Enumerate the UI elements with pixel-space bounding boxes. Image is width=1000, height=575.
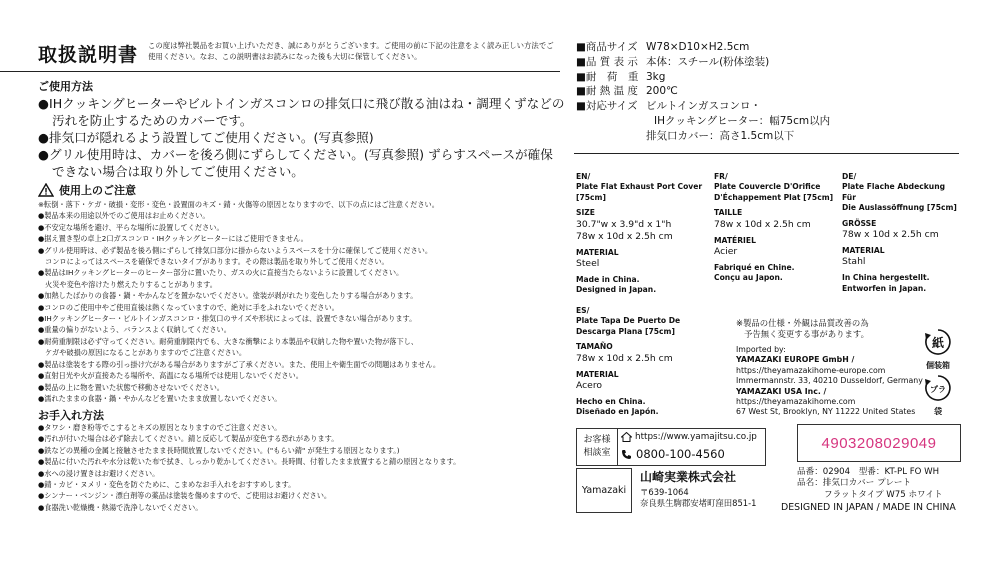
notice-line: 予告無く変更する事があります。 — [744, 329, 869, 339]
care-list — [38, 422, 460, 513]
brand-logo: Yamazaki — [581, 485, 627, 496]
usage-item — [38, 95, 564, 129]
care-line: ●タワシ・磨き粉等でこするとキズの原因となりますのでご注意ください。 — [38, 423, 282, 432]
plastic-recycle-mark — [918, 374, 958, 417]
spec-row — [576, 84, 830, 99]
caution-line: ●製品本来の用途以外でのご使用はお止めください。 — [38, 211, 210, 221]
importer-us-address: 67 West St, Brooklyn, NY 11222 United States — [736, 407, 916, 417]
usage-item-line: ●排気口が隠れるよう設置してご使用ください。(写真参照) — [38, 130, 374, 145]
product-name-line: D'Échappement Plat [75cm] — [714, 192, 834, 202]
plastic-mark-text: プラ — [930, 385, 946, 394]
contact-phone[interactable]: 0800-100-4560 — [636, 447, 725, 461]
caution-line: ●加熱したばかりの食器・鍋・やかんなどを置かないでください。塗装が剥がれたり変色したりする場合があります。 — [38, 291, 418, 301]
document-title: 取扱説明書 — [38, 44, 139, 66]
contact-label-line: 相談室 — [583, 448, 611, 458]
usage-item — [38, 129, 564, 146]
company-postal: 〒639-1064 — [640, 487, 689, 497]
spec-value: ビルトインガスコンロ・ — [646, 100, 761, 113]
spec-divider — [574, 153, 959, 154]
spec-key: ■品 質 表 示 — [576, 55, 638, 68]
caution-line: ●コンロのご使用中やご使用直後は熱くなっていますので、絶対に手をふれないでください。 — [38, 302, 339, 312]
product-name-line: Plate Tapa De Puerto De — [576, 316, 681, 326]
spec-value: 200℃ — [646, 85, 678, 98]
origin-line: Conçu au Japon. — [714, 273, 783, 283]
usage-item-line: 汚れを防止するためのカバーです。 — [52, 113, 253, 128]
size-label: TAILLE — [714, 208, 743, 218]
material-label: MATERIAL — [842, 246, 885, 256]
material-label: MATERIAL — [576, 369, 619, 379]
importer-eu-address: Immermannstr. 33, 40210 Dusseldorf, Germany — [736, 376, 923, 386]
plastic-recycle-icon — [924, 374, 952, 402]
product-name-line: Die Auslassöffnung [75cm] — [842, 203, 957, 213]
care-line: ●食器洗い乾燥機・熱湯で洗浄しないでください。 — [38, 502, 203, 512]
size-value: 78w x 10d x 2.5h cm — [576, 230, 673, 242]
care-line: ●製品に付いた汚れや水分は乾いた布で拭き、しっかり乾かしてください。長時間、付着したまま放置すると錆の原因となります。 — [38, 457, 461, 467]
product-name-line: Plate Flache Abdeckung Für — [842, 182, 946, 202]
plastic-recycle-label: 袋 — [934, 407, 942, 416]
paper-recycle-label: 個装箱 — [926, 361, 950, 370]
material-value: Stahl — [842, 256, 866, 268]
origin-line: Made in China. — [576, 275, 640, 285]
jan-code: 4903208029049 — [821, 434, 937, 452]
company-address: 奈良県生駒郡安堵町窪田851-1 — [640, 498, 757, 508]
importer-us-name: YAMAZAKI USA Inc. / — [736, 386, 827, 396]
company-name: 山崎実業株式会社 — [640, 470, 737, 484]
product-name-line: 品名：排気口カバー プレート — [797, 478, 912, 489]
spec-continuation: IHクッキングヒーター：幅75cm以内 — [654, 114, 831, 127]
brand-logo-box — [576, 468, 632, 513]
lang-code: ES/ — [576, 306, 590, 315]
contact-url[interactable]: https://www.yamajitsu.co.jp — [635, 432, 757, 442]
caution-line: 火災や変色や溶けたり燃えたりすることがあります。 — [45, 279, 217, 289]
product-name-line: Plate Flat Exhaust Port Cover — [576, 182, 703, 192]
spec-row — [576, 70, 830, 85]
product-code-line: 品番：02904 型番：KT-PL FO WH — [797, 467, 940, 477]
size-value: 30.7"w x 3.9"d x 1"h — [576, 218, 672, 230]
spec-value: 3kg — [646, 70, 666, 83]
usage-item-line: できない場合は取り外してご使用ください。 — [52, 164, 304, 179]
origin-line: Hecho en China. — [576, 397, 646, 407]
usage-item-line: ●IHクッキングヒーターやビルトインガスコンロの排気口に飛び散る油はね・調理くずなどの — [38, 96, 565, 111]
made-in-line: DESIGNED IN JAPAN / MADE IN CHINA — [781, 502, 956, 513]
care-line: ●水への浸け置きはお避けください。 — [38, 468, 160, 478]
origin-line: Fabriqué en Chine. — [714, 263, 795, 273]
caution-line: コンロによってはスペースを確保できないタイプがあります。その際は製品を取り外してご使用ください。 — [45, 257, 389, 267]
care-line: ●錆・カビ・ヌメリ・変色を防ぐために、こまめなお手入れをおすすめします。 — [38, 480, 296, 490]
spec-row — [576, 55, 830, 70]
spec-value: W78×D10×H2.5cm — [646, 41, 750, 53]
importer-block — [736, 345, 923, 418]
size-label: SIZE — [576, 208, 595, 218]
material-value: Steel — [576, 258, 600, 270]
product-name-line: Plate Couvercle D'Orifice — [714, 182, 821, 192]
caution-line: ケガや破損の原因になることがありますのでご注意ください。 — [45, 348, 247, 358]
home-icon — [621, 432, 632, 442]
notice-line: ※製品の仕様・外観は品質改善の為 — [736, 318, 869, 328]
size-label: GRÖSSE — [842, 218, 877, 228]
origin-line: Entworfen in Japan. — [842, 283, 927, 293]
caution-line: ●不安定な場所を避け、平らな場所に設置してください。 — [38, 222, 224, 232]
usage-heading: ご使用方法 — [38, 80, 93, 93]
contact-label — [577, 429, 618, 465]
contact-url-row — [621, 432, 757, 442]
lang-code: FR/ — [714, 172, 728, 181]
material-label: MATÉRIEL — [714, 235, 756, 245]
lang-block-fr — [714, 172, 839, 284]
lang-block-es — [576, 306, 716, 418]
spec-key: ■耐 熱 温 度 — [576, 85, 638, 98]
spec-row — [576, 99, 830, 114]
spec-row — [576, 40, 830, 55]
caution-line: ●製品は塗装をする際の引っ掛け穴がある場合がありますがご了承ください。また、使用上や衛生面での問題はありません。 — [38, 359, 441, 369]
caution-line: ※転倒・落下・ケガ・破損・変形・変色・設置面のキズ・錆・火傷等の原因となりますので、以下の点にはご注意ください。 — [38, 200, 439, 209]
paper-recycle-icon — [924, 328, 952, 356]
usage-item — [38, 146, 564, 180]
care-heading: お手入れ方法 — [38, 409, 104, 422]
product-name-line: [75cm] — [576, 192, 606, 202]
caution-line: ●IHクッキングヒーター・ビルトインガスコンロ・排気口のサイズや形状によっては、設置できない場合があります。 — [38, 314, 417, 324]
spec-table — [576, 40, 830, 144]
cautions-heading — [38, 182, 136, 198]
origin-line: Diseñado en Japón. — [576, 407, 659, 417]
paper-mark-text: 紙 — [931, 336, 945, 350]
usage-list — [38, 95, 564, 180]
origin-line: Designed in Japan. — [576, 285, 657, 295]
header-divider — [0, 71, 560, 72]
care-line: ●鉄などの異種の金属と接触させたまま長時間放置しないでください。("もらい錆" が発生する原因となります。) — [38, 445, 400, 455]
size-label: TAMAÑO — [576, 342, 613, 352]
contact-phone-row — [621, 447, 725, 461]
caution-line: ●耐荷重制限は必ず守ってください。耐荷重制限内でも、大きな衝撃により本製品や収納した物や置いた物が落下し、 — [38, 336, 419, 346]
caution-line: ●据え置き型の卓上2口ガスコンロ・IHクッキングヒーターにはご使用できません。 — [38, 234, 308, 244]
caution-line: ●製品の上に物を置いた状態で移動させないでください。 — [38, 382, 224, 392]
paper-recycle-mark — [918, 328, 958, 371]
contact-box — [576, 428, 766, 466]
caution-line: ●グリル使用時は、必ず製品を後ろ側にずらして排気口部分に掛からないようスペースを十分に確保してご使用ください。 — [38, 245, 433, 255]
lang-block-de — [842, 172, 960, 294]
material-label: MATERIAL — [576, 247, 619, 257]
warning-icon — [38, 183, 54, 197]
lang-code: EN/ — [576, 172, 591, 181]
product-name-line: Descarga Plana [75cm] — [576, 326, 675, 336]
product-info — [797, 467, 943, 501]
caution-line: ●製品はIHクッキングヒーターのヒーター部分に置いたり、ガスの火に直接当たらないように設置してください。 — [38, 268, 404, 278]
size-value: 78w x 10d x 2.5h cm — [714, 218, 811, 230]
importer-eu-name: YAMAZAKI EUROPE GmbH / — [736, 355, 855, 365]
spec-change-notice — [736, 318, 869, 340]
company-info — [640, 470, 756, 509]
material-value: Acero — [576, 380, 603, 392]
jan-code-box — [797, 424, 961, 462]
importer-label: Imported by: — [736, 345, 786, 354]
size-value: 78w x 10d x 2.5h cm — [842, 229, 939, 241]
importer-us-url: https://theyamazakihome.com — [736, 397, 856, 407]
usage-item-line: ●グリル使用時は、カバーを後ろ側にずらしてください。(写真参照) ずらすスペースが確保 — [38, 147, 553, 162]
material-value: Acier — [714, 246, 738, 258]
cautions-list — [38, 199, 440, 404]
size-value: 78w x 10d x 2.5h cm — [576, 352, 673, 364]
cautions-heading-label: 使用上のご注意 — [59, 184, 136, 197]
caution-line: ●濡れたままの食器・鍋・やかんなどを置いたまま放置しないでください。 — [38, 393, 282, 403]
contact-label-line: お客様 — [583, 435, 611, 445]
product-name-line: フラットタイプ W75 ホワイト — [824, 489, 943, 500]
intro-text: この度は弊社製品をお買い上げいただき、誠にありがとうございます。ご使用の前に下記の注意をよく読み正しい方法でご使用ください。なお、この説明書はお読みになった後も大切に保管してください。 — [148, 41, 554, 61]
spec-key: ■対応サイズ — [576, 100, 638, 113]
phone-icon — [621, 449, 632, 460]
origin-line: In China hergestellt. — [842, 273, 930, 283]
lang-code: DE/ — [842, 172, 857, 181]
lang-block-en — [576, 172, 711, 296]
spec-key: ■耐 荷 重 — [576, 70, 639, 83]
spec-value: 本体：スチール(粉体塗装) — [646, 55, 770, 68]
spec-continuation: 排気口カバー：高さ1.5cm以下 — [646, 129, 795, 142]
importer-eu-url: https://theyamazakihome-europe.com — [736, 365, 886, 375]
care-line: ●シンナー・ベンジン・漂白剤等の薬品は塗装を傷めますので、ご使用はお避けください。 — [38, 491, 332, 501]
caution-line: ●直射日光や火が直接あたる場所や、高温になる場所では使用しないでください。 — [38, 371, 303, 381]
spec-key: ■商品サイズ — [576, 41, 638, 53]
caution-line: ●重量の偏りがないよう、バランスよく収納してください。 — [38, 325, 231, 335]
care-line: ●汚れが付いた場合は必ず除去してください。錆と反応して製品が変色する恐れがあります。 — [38, 434, 339, 444]
